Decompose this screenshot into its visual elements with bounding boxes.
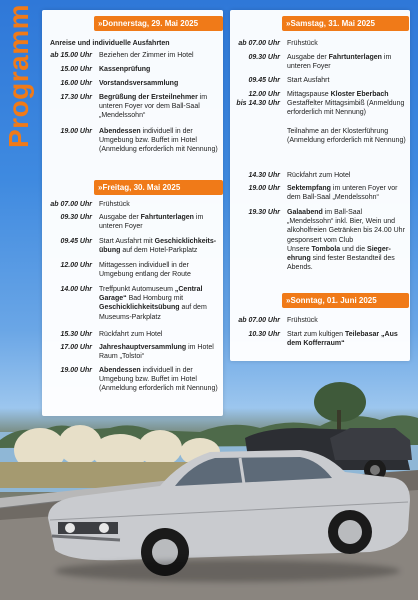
schedule-description: Abendessen individuell in der Umgebung bzw. Buffet im Hotel (Anmeldung erforderlich mit Nennung) xyxy=(99,128,218,154)
schedule-time: 17.00 Uhr xyxy=(60,344,92,351)
schedule-time: 19.00 Uhr xyxy=(248,185,280,192)
schedule-description: Gestaffelter Mittagsimbiß (Anmeldung erforderlich mit Nennung) Teilnahme an der Klosterführung (Anmeldung erforderlich mit Nennung) xyxy=(287,100,406,144)
schedule-time: ab 15.00 Uhr xyxy=(50,52,92,59)
schedule-time: 19.00 Uhr xyxy=(60,128,92,135)
schedule-time: bis 14.30 Uhr xyxy=(236,100,280,107)
thursday-intro: Anreise und individuelle Ausfahrten xyxy=(50,40,170,47)
schedule-time: ab 07.00 Uhr xyxy=(238,317,280,324)
schedule-description: Frühstück xyxy=(99,201,130,208)
day-header-saturday: »Samstag, 31. Mai 2025 xyxy=(282,16,409,31)
schedule-time: 09.45 Uhr xyxy=(60,238,92,245)
schedule-time: 19.30 Uhr xyxy=(248,209,280,216)
schedule-description: Mittagspause Kloster Eberbach xyxy=(287,91,389,98)
program-panel-left xyxy=(42,10,223,416)
schedule-description: Rückfahrt zum Hotel xyxy=(99,331,163,338)
program-panel-right xyxy=(230,10,410,361)
schedule-description: Treffpunkt Automuseum „Central Garage“ Bad Homburg mit Geschicklichkeitsübung auf dem Museums-Parkplatz xyxy=(99,286,207,321)
schedule-time: 09.30 Uhr xyxy=(248,54,280,61)
schedule-time: ab 07.00 Uhr xyxy=(50,201,92,208)
schedule-description: Frühstück xyxy=(287,317,318,324)
schedule-description: Frühstück xyxy=(287,40,318,47)
schedule-description: Mittagessen individuell in der Umgebung entlang der Route xyxy=(99,262,191,279)
schedule-description: Start Ausfahrt xyxy=(287,77,330,84)
schedule-time: 16.00 Uhr xyxy=(60,80,92,87)
schedule-time: 15.30 Uhr xyxy=(60,331,92,338)
schedule-time: 12.00 Uhr xyxy=(60,262,92,269)
schedule-description: Start Ausfahrt mit Geschicklichkeitsübung auf dem Hotel-Parkplatz xyxy=(99,238,217,255)
schedule-description: Ausgabe der Fahrtunterlagen im unteren Foyer xyxy=(287,54,392,71)
schedule-time: 14.00 Uhr xyxy=(60,286,92,293)
schedule-time: 15.00 Uhr xyxy=(60,66,92,73)
day-header-sunday: »Sonntag, 01. Juni 2025 xyxy=(282,293,409,308)
schedule-time: 14.30 Uhr xyxy=(248,172,280,179)
schedule-description: Rückfahrt zum Hotel xyxy=(287,172,351,179)
car-shadow xyxy=(55,560,400,582)
schedule-description: Sektempfang im unteren Foyer vor dem Ball-Saal „Mendelssohn“ xyxy=(287,185,398,202)
schedule-time: 09.30 Uhr xyxy=(60,214,92,221)
schedule-description: Abendessen individuell in der Umgebung bzw. Buffet im Hotel (Anmeldung erforderlich mit Nennung) xyxy=(99,367,218,393)
vertical-title: Programm xyxy=(3,3,34,148)
schedule-description: Start zum kultigen Teilebasar „Aus dem Kofferraum“ xyxy=(287,331,398,348)
schedule-time: 12.00 Uhr xyxy=(248,91,280,98)
schedule-time: 09.45 Uhr xyxy=(248,77,280,84)
day-header-friday: »Freitag, 30. Mai 2025 xyxy=(94,180,223,195)
day-header-thursday: »Donnerstag, 29. Mai 2025 xyxy=(94,16,223,31)
schedule-description: Ausgabe der Fahrtunterlagen im unteren Foyer xyxy=(99,214,204,231)
schedule-description: Jahreshauptversammlung im Hotel Raum „Tolstoi“ xyxy=(99,344,214,361)
schedule-description: Begrüßung der Ersteilnehmer im unteren Foyer vor dem Ball-Saal „Mendelssohn“ xyxy=(99,94,208,120)
schedule-description: Galaabend im Ball-Saal „Mendelssohn“ inkl. Bier, Wein und alkoholfreien Getränken bis 24.00 Uhr gesponsert vom Club Unsere Tombola und die Siegerehrung sind fester Bestandteil des Abends. xyxy=(287,209,405,272)
schedule-time: 17.30 Uhr xyxy=(60,94,92,101)
schedule-time: 10.30 Uhr xyxy=(248,331,280,338)
schedule-description: Beziehen der Zimmer im Hotel xyxy=(99,52,194,59)
schedule-description: Vorstandsversammlung xyxy=(99,80,179,87)
schedule-time: 19.00 Uhr xyxy=(60,367,92,374)
schedule-time: ab 07.00 Uhr xyxy=(238,40,280,47)
schedule-description: Kassenprüfung xyxy=(99,66,151,73)
